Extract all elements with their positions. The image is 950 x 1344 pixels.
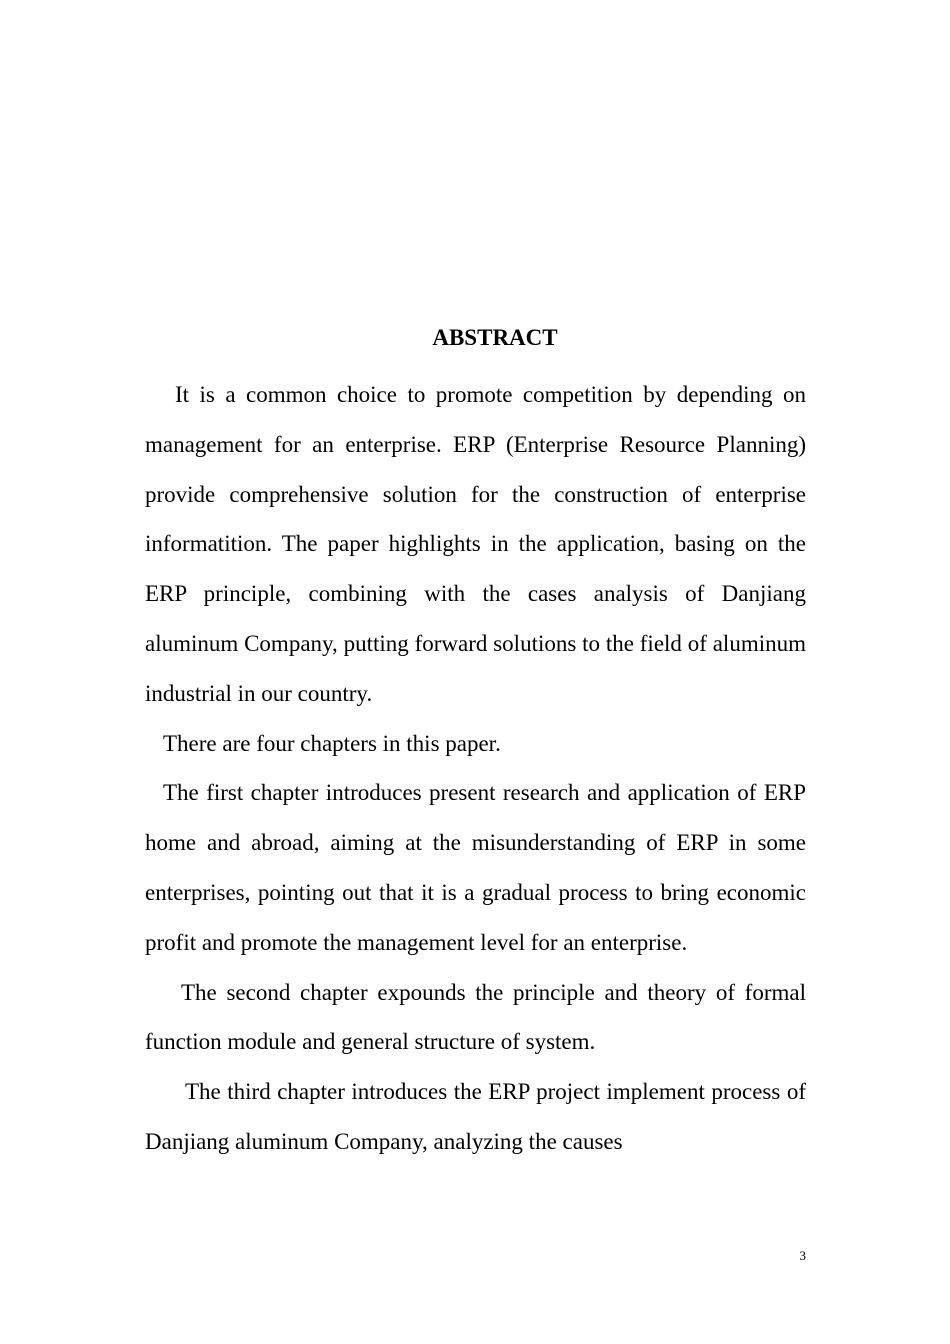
paragraph-chapter-count: There are four chapters in this paper.	[163, 730, 501, 756]
paragraph-chapter-three: The third chapter introduces the ERP project implement process of Danjiang aluminum Company, analyzing the causes	[145, 1079, 806, 1154]
abstract-body	[145, 370, 806, 1167]
paragraph-chapter-two: The second chapter expounds the principle and theory of formal function module and general structure of system.	[145, 979, 806, 1055]
paragraph-chapter-one: The first chapter introduces present research and application of ERP home and abroad, aiming at the misunderstanding of ERP in some enterprises, pointing out that it is a gradual process to bring economic profit and promote the management level for an enterprise.	[145, 780, 806, 955]
abstract-title: ABSTRACT	[432, 325, 558, 350]
page-number: 3	[799, 1248, 806, 1263]
paragraph-intro: It is a common choice to promote competition by depending on management for an enterprise. ERP (Enterprise Resource Planning) provide comprehensive solution for the construction of enterprise informatition. The paper highlights in the application, basing on the ERP principle, combining with the cases analysis of Danjiang aluminum Company, putting forward solutions to the field of aluminum industrial in our country.	[145, 382, 806, 706]
